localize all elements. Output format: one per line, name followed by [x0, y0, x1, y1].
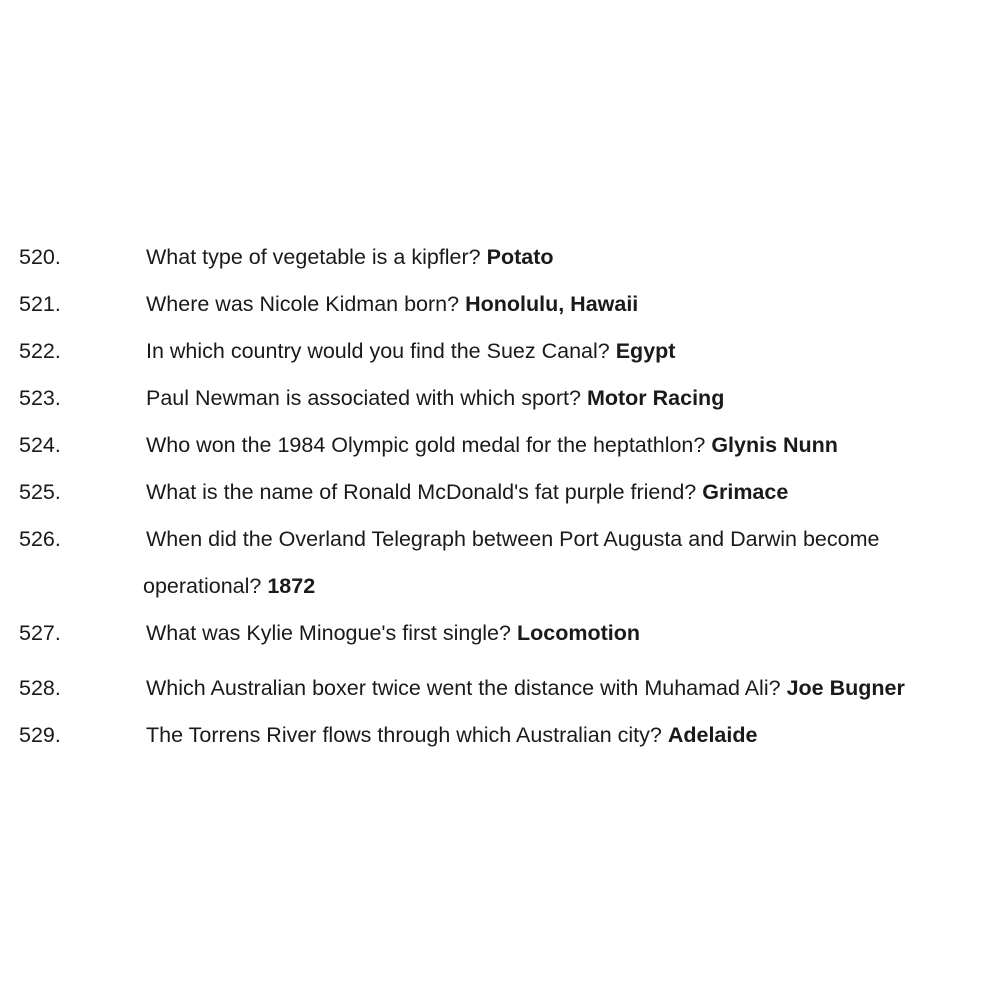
answer-text: Locomotion [516, 621, 640, 645]
question-text: Where was Nicole Kidman born? [146, 292, 460, 316]
question-line [19, 665, 994, 712]
question-item [19, 712, 994, 759]
question-line [19, 422, 994, 469]
question-line [19, 469, 994, 516]
question-line [19, 610, 994, 657]
question-line [19, 516, 994, 610]
answer-text: Motor Racing [586, 386, 725, 410]
question-number: 520. [19, 245, 61, 269]
question-line [19, 712, 994, 759]
question-number: 529. [19, 723, 61, 747]
question-text: What is the name of Ronald McDonald's fat purple friend? [146, 480, 697, 504]
question-line [19, 375, 994, 422]
question-number: 523. [19, 386, 61, 410]
answer-text: Honolulu, Hawaii [465, 292, 639, 316]
question-text: In which country would you find the Suez Canal? [146, 339, 610, 363]
question-text: Paul Newman is associated with which sport? [146, 386, 581, 410]
question-list [19, 234, 994, 759]
answer-text: Egypt [615, 339, 676, 363]
question-item [19, 234, 994, 281]
question-line [19, 234, 994, 281]
question-text: The Torrens River flows through which Australian city? [146, 723, 662, 747]
answer-text: Grimace [702, 480, 789, 504]
answer-text: Joe Bugner [786, 676, 905, 700]
question-item [19, 516, 994, 610]
question-item [19, 469, 994, 516]
question-item [19, 422, 994, 469]
question-number: 524. [19, 433, 61, 457]
question-text: Who won the 1984 Olympic gold medal for the heptathlon? [146, 433, 706, 457]
answer-text: Glynis Nunn [711, 433, 838, 457]
question-text: Which Australian boxer twice went the distance with Muhamad Ali? [146, 676, 781, 700]
question-item [19, 610, 994, 657]
question-number: 526. [19, 527, 61, 551]
question-text: What was Kylie Minogue's first single? [146, 621, 511, 645]
question-text: When did the Overland Telegraph between Port Augusta and Darwin become operational? [143, 527, 880, 598]
answer-text: Adelaide [667, 723, 758, 747]
answer-text: 1872 [267, 574, 316, 598]
question-number: 528. [19, 676, 61, 700]
question-item [19, 328, 994, 375]
question-number: 521. [19, 292, 61, 316]
question-number: 525. [19, 480, 61, 504]
answer-text: Potato [486, 245, 554, 269]
question-line [19, 281, 994, 328]
question-item [19, 281, 994, 328]
question-item [19, 375, 994, 422]
question-number: 527. [19, 621, 61, 645]
question-item [19, 665, 994, 712]
question-text: What type of vegetable is a kipfler? [146, 245, 481, 269]
question-line [19, 328, 994, 375]
question-number: 522. [19, 339, 61, 363]
